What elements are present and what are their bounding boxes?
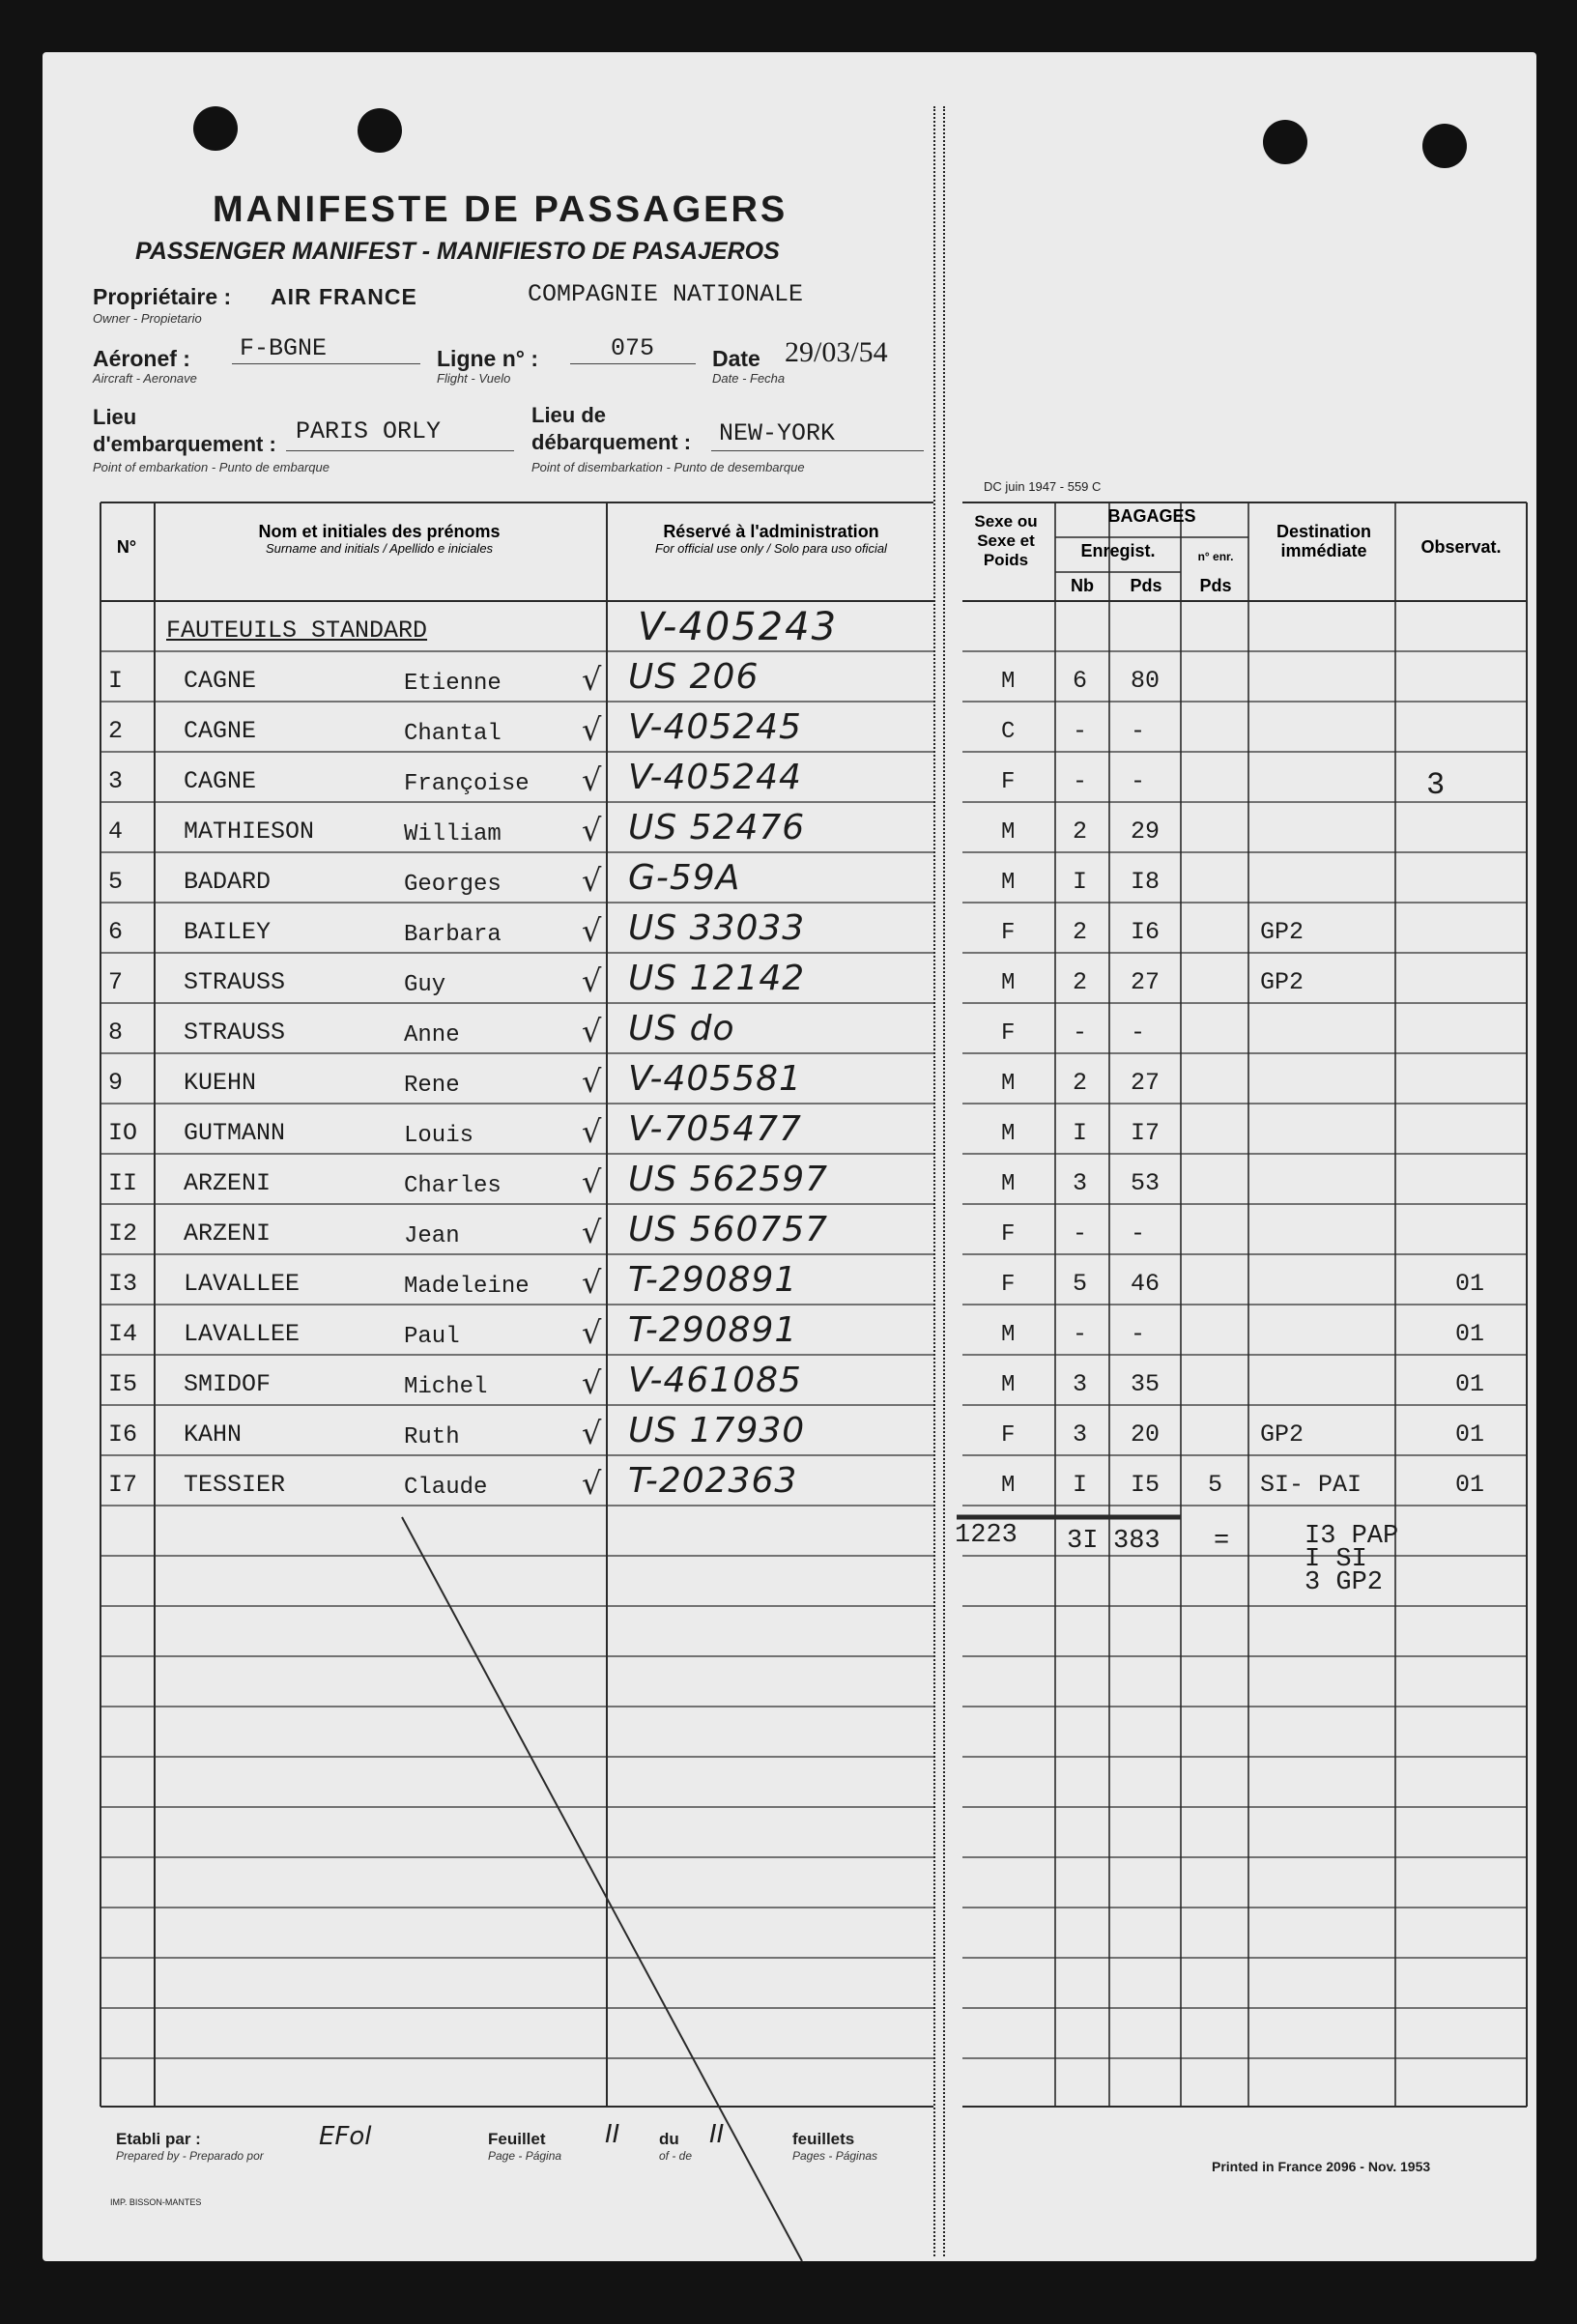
row-surname: KAHN <box>184 1420 243 1449</box>
row-number: II <box>108 1169 138 1197</box>
total-summary-line: 3 GP2 <box>1305 1568 1384 1597</box>
row-number: 6 <box>108 918 124 946</box>
row-number: I6 <box>108 1420 138 1449</box>
row-sex: M <box>1001 1473 1016 1499</box>
row-surname: STRAUSS <box>184 968 286 996</box>
row-destination: GP2 <box>1260 1420 1305 1449</box>
row-number: 8 <box>108 1019 124 1047</box>
row-observation: 3 <box>1426 767 1446 803</box>
sheets-label: feuillets <box>792 2130 855 2148</box>
row-bag-weight: I8 <box>1131 868 1161 896</box>
row-bag-weight: - <box>1131 1219 1146 1248</box>
row-observation: 01 <box>1455 1471 1485 1499</box>
row-number: IO <box>108 1119 138 1147</box>
row-sex: F <box>1001 1272 1016 1298</box>
sheets-sub: Pages - Páginas <box>792 2149 878 2163</box>
row-admin-code: V-405581 <box>628 1059 802 1099</box>
row-surname: CAGNE <box>184 767 257 795</box>
check-mark-icon: √ <box>582 711 602 748</box>
row-bag-count: I <box>1073 868 1088 896</box>
row-number: 2 <box>108 717 124 745</box>
row-firstname: Etienne <box>404 671 502 697</box>
row-admin-code: T-290891 <box>628 1260 798 1300</box>
row-bag-weight: 80 <box>1131 667 1161 695</box>
row-number: I3 <box>108 1270 138 1298</box>
row-sex: M <box>1001 970 1016 996</box>
row-bag-weight: - <box>1131 1320 1146 1348</box>
row-surname: CAGNE <box>184 667 257 695</box>
row-bag-count: 6 <box>1073 667 1088 695</box>
row-sex: F <box>1001 1221 1016 1248</box>
row-bag-count: - <box>1073 1019 1088 1047</box>
total-nb: 3I <box>1067 1527 1099 1556</box>
col-unreg-header: n° enr. <box>1197 550 1234 563</box>
printer-mark: IMP. BISSON-MANTES <box>110 2197 202 2207</box>
row-admin-code: US 17930 <box>628 1411 806 1450</box>
row-sex: C <box>1001 719 1016 745</box>
row-surname: STRAUSS <box>184 1019 286 1047</box>
row-sex: F <box>1001 1020 1016 1047</box>
row-bag-count: 3 <box>1073 1370 1088 1398</box>
check-mark-icon: √ <box>582 912 602 949</box>
row-bag-weight: 46 <box>1131 1270 1161 1298</box>
col-nb-header: Nb <box>1071 576 1094 595</box>
row-admin-code: G-59A <box>628 858 741 898</box>
line-value: 075 <box>611 334 655 362</box>
row-firstname: Guy <box>404 972 446 998</box>
row-number: 3 <box>108 767 124 795</box>
row-admin-code: US 560757 <box>628 1210 829 1249</box>
check-mark-icon: √ <box>582 1465 602 1502</box>
row-firstname: Barbara <box>404 922 502 948</box>
row-bag-count: 2 <box>1073 968 1088 996</box>
row-admin-code: US 52476 <box>628 808 806 847</box>
form-title: MANIFESTE DE PASSAGERS <box>213 189 788 230</box>
row-bag-weight: I5 <box>1131 1471 1161 1499</box>
disembark-value: NEW-YORK <box>719 419 836 447</box>
row-bag-count: I <box>1073 1119 1088 1147</box>
check-mark-icon: √ <box>582 761 602 798</box>
check-mark-icon: √ <box>582 1415 602 1451</box>
row-firstname: Georges <box>404 872 502 898</box>
col-pds-header: Pds <box>1130 576 1162 595</box>
row-bag-weight: 20 <box>1131 1420 1161 1449</box>
total-summary-line: I SI <box>1305 1545 1367 1574</box>
check-mark-icon: √ <box>582 812 602 848</box>
col-registered-header: Enregist. <box>1080 541 1156 560</box>
row-firstname: Chantal <box>404 721 502 747</box>
check-mark-icon: √ <box>582 1214 602 1250</box>
sheet-label: Feuillet <box>488 2130 546 2148</box>
row-surname: SMIDOF <box>184 1370 272 1398</box>
col-admin-header <box>607 522 935 556</box>
check-mark-icon: √ <box>582 1163 602 1200</box>
aircraft-value: F-BGNE <box>240 334 328 362</box>
row-bag-weight: I6 <box>1131 918 1161 946</box>
row-admin-code: V-705477 <box>628 1109 802 1149</box>
line-sub: Flight - Vuelo <box>437 371 511 386</box>
col-admin-title: Réservé à l'administration <box>663 522 879 541</box>
prepared-label: Etabli par : <box>116 2130 201 2148</box>
row-firstname: Claude <box>404 1475 488 1501</box>
check-mark-icon: √ <box>582 661 602 698</box>
row-surname: GUTMANN <box>184 1119 286 1147</box>
of-sub: of - de <box>659 2149 693 2163</box>
col-observations-header: Observat. <box>1420 537 1502 557</box>
row-firstname: Michel <box>404 1374 488 1400</box>
disembark-sub: Point of disembarkation - Punto de desembarque <box>531 460 805 474</box>
row-firstname: Françoise <box>404 771 530 797</box>
total-summary-line: I3 PAP <box>1305 1522 1399 1551</box>
row-surname: TESSIER <box>184 1471 286 1499</box>
date-value: 29/03/54 <box>785 336 888 368</box>
prepared-sub: Prepared by - Preparado por <box>116 2149 264 2163</box>
row-bag-count: - <box>1073 717 1088 745</box>
row-bag-weight: 35 <box>1131 1370 1161 1398</box>
row-destination: GP2 <box>1260 968 1305 996</box>
row-bag-weight: 53 <box>1131 1169 1161 1197</box>
date-label: Date <box>712 346 760 371</box>
col-unreg-pds-header: Pds <box>1199 576 1232 595</box>
col-no-header: N° <box>116 537 137 557</box>
row-firstname: Rene <box>404 1073 460 1099</box>
row-bag-weight: 29 <box>1131 818 1161 846</box>
row-surname: CAGNE <box>184 717 257 745</box>
row-firstname: Madeleine <box>404 1274 530 1300</box>
total-summary <box>1305 1522 1399 1597</box>
of-label: du <box>659 2130 679 2148</box>
row-admin-code: US do <box>628 1009 735 1048</box>
row-observation: 01 <box>1455 1420 1485 1449</box>
row-admin-code: US 12142 <box>628 959 806 998</box>
row-destination: GP2 <box>1260 918 1305 946</box>
check-mark-icon: √ <box>582 962 602 999</box>
form-ref: DC juin 1947 - 559 C <box>984 479 1102 494</box>
row-admin-code: V-405244 <box>628 758 802 797</box>
check-mark-icon: √ <box>582 1314 602 1351</box>
row-number: I2 <box>108 1219 138 1248</box>
row-number: I4 <box>108 1320 138 1348</box>
row-number: 4 <box>108 818 124 846</box>
row-sex: F <box>1001 920 1016 946</box>
row-sex: F <box>1001 769 1016 795</box>
check-mark-icon: √ <box>582 1364 602 1401</box>
row-bag-weight: I7 <box>1131 1119 1161 1147</box>
row-bag-count: 2 <box>1073 1069 1088 1097</box>
row-surname: BADARD <box>184 868 272 896</box>
row-surname: MATHIESON <box>184 818 315 846</box>
row-firstname: Paul <box>404 1324 460 1350</box>
col-destination-header: Destination immédiate <box>1276 522 1371 560</box>
row-bag-weight: 27 <box>1131 1069 1161 1097</box>
row-bag-weight: - <box>1131 1019 1146 1047</box>
row-surname: BAILEY <box>184 918 272 946</box>
row-firstname: Charles <box>404 1173 502 1199</box>
row-bag-weight: 27 <box>1131 968 1161 996</box>
check-mark-icon: √ <box>582 1063 602 1100</box>
sheet-sub: Page - Página <box>488 2149 562 2163</box>
row-surname: KUEHN <box>184 1069 257 1097</box>
check-mark-icon: √ <box>582 1264 602 1301</box>
date-sub: Date - Fecha <box>712 371 786 386</box>
row-bag-count: - <box>1073 1320 1088 1348</box>
embark-label: Lieu d'embarquement : <box>93 405 276 456</box>
row-sex: M <box>1001 1121 1016 1147</box>
row-sex: M <box>1001 1372 1016 1398</box>
diagonal-cancel-line <box>402 1517 802 2261</box>
disembark-label: Lieu de débarquement : <box>531 403 692 454</box>
row-sex: F <box>1001 1422 1016 1449</box>
row-number: 9 <box>108 1069 124 1097</box>
row-unreg-weight: 5 <box>1208 1471 1223 1499</box>
total-weight: 1223 <box>955 1521 1018 1550</box>
row-surname: ARZENI <box>184 1169 272 1197</box>
total-pds: 383 <box>1113 1527 1161 1556</box>
owner-label: Propriétaire : <box>93 284 232 309</box>
row-bag-count: - <box>1073 1219 1088 1248</box>
row-admin-code: T-290891 <box>628 1310 798 1350</box>
row-sex: M <box>1001 1171 1016 1197</box>
printed-note: Printed in France 2096 - Nov. 1953 <box>1212 2159 1431 2174</box>
col-name-header <box>155 522 604 556</box>
row-bag-count: 3 <box>1073 1169 1088 1197</box>
row-bag-count: 2 <box>1073 918 1088 946</box>
row-number: I <box>108 667 124 695</box>
embark-value: PARIS ORLY <box>296 417 442 445</box>
row-surname: LAVALLEE <box>184 1320 301 1348</box>
aircraft-label: Aéronef : <box>93 346 190 371</box>
row-observation: 01 <box>1455 1320 1485 1348</box>
row-sex: M <box>1001 819 1016 846</box>
total-equals: = <box>1214 1527 1230 1556</box>
row-number: 5 <box>108 868 124 896</box>
col-name-title: Nom et initiales des prénoms <box>258 522 501 541</box>
row-number: 7 <box>108 968 124 996</box>
of-value: II <box>709 2120 725 2149</box>
row-firstname: Louis <box>404 1123 474 1149</box>
row-sex: M <box>1001 1071 1016 1097</box>
check-mark-icon: √ <box>582 862 602 899</box>
row-firstname: William <box>404 821 502 847</box>
owner-sub: Owner - Propietario <box>93 311 202 326</box>
row-bag-count: I <box>1073 1471 1088 1499</box>
row-admin-code: V-405245 <box>628 707 802 747</box>
row-admin-code: US 33033 <box>628 908 806 948</box>
line-label: Ligne n° : <box>437 346 539 371</box>
section-label: FAUTEUILS STANDARD <box>166 617 428 645</box>
row-number: I5 <box>108 1370 138 1398</box>
row-admin-code: US 562597 <box>628 1160 829 1199</box>
embark-sub: Point of embarkation - Punto de embarque <box>93 460 330 474</box>
col-admin-sub: For official use only / Solo para uso oficial <box>655 541 887 556</box>
row-destination: SI- PAI <box>1260 1471 1362 1499</box>
row-number: I7 <box>108 1471 138 1499</box>
row-bag-count: 2 <box>1073 818 1088 846</box>
row-firstname: Anne <box>404 1022 460 1048</box>
section-admin-code: V-405243 <box>638 605 839 649</box>
col-sex-header: Sexe ou Sexe et Poids <box>974 512 1038 569</box>
row-bag-weight: - <box>1131 717 1146 745</box>
owner-typed: COMPAGNIE NATIONALE <box>528 280 804 308</box>
col-name-sub: Surname and initials / Apellido e iniciales <box>265 541 494 556</box>
sheet-value: II <box>605 2120 620 2149</box>
row-bag-weight: - <box>1131 767 1146 795</box>
check-mark-icon: √ <box>582 1113 602 1150</box>
prepared-value: EFol <box>319 2122 372 2151</box>
aircraft-sub: Aircraft - Aeronave <box>93 371 197 386</box>
row-bag-count: 3 <box>1073 1420 1088 1449</box>
owner-value: AIR FRANCE <box>271 284 417 309</box>
row-sex: M <box>1001 669 1016 695</box>
row-admin-code: V-461085 <box>628 1361 802 1400</box>
col-baggage-header: BAGAGES <box>1107 506 1196 526</box>
row-bag-count: - <box>1073 767 1088 795</box>
row-firstname: Jean <box>404 1223 460 1249</box>
check-mark-icon: √ <box>582 1013 602 1049</box>
form-subtitle: PASSENGER MANIFEST - MANIFIESTO DE PASAJEROS <box>135 238 780 265</box>
row-admin-code: US 206 <box>628 657 760 697</box>
row-surname: ARZENI <box>184 1219 272 1248</box>
row-bag-count: 5 <box>1073 1270 1088 1298</box>
row-sex: M <box>1001 870 1016 896</box>
row-observation: 01 <box>1455 1370 1485 1398</box>
row-observation: 01 <box>1455 1270 1485 1298</box>
row-firstname: Ruth <box>404 1424 460 1450</box>
row-admin-code: T-202363 <box>628 1461 798 1501</box>
row-surname: LAVALLEE <box>184 1270 301 1298</box>
row-sex: M <box>1001 1322 1016 1348</box>
